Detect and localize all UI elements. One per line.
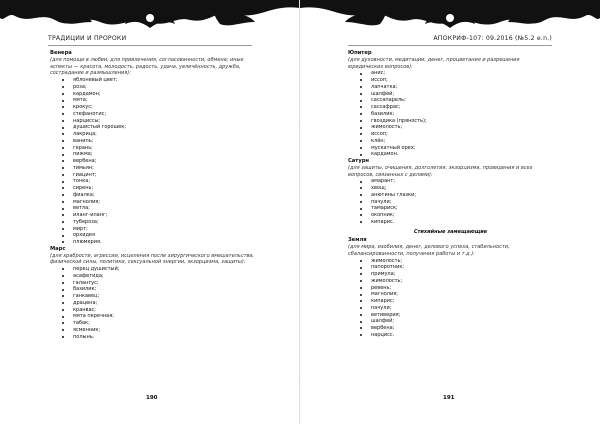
section-title: Сатурн — [348, 158, 369, 164]
ornament-header-left — [0, 0, 300, 40]
right-page — [300, 0, 600, 424]
list-item: примула; — [348, 271, 553, 278]
list-item: кипарис. — [348, 219, 553, 226]
list-item: сирень; — [50, 185, 255, 192]
list-item: табак; — [50, 320, 255, 327]
list-item: лапчатка; — [348, 84, 553, 91]
page-header — [48, 35, 252, 45]
section-title: Юпитер — [348, 50, 372, 56]
section-description: (для мира, изобилия, денег, делового успеха, стабильности, сбалансированности, получения работы и т.д.): — [348, 244, 510, 257]
list-item: ветиверия; — [348, 312, 553, 319]
bullet-list — [348, 178, 553, 225]
list-item: роза; — [50, 84, 255, 91]
list-item: мята перечная; — [50, 313, 255, 320]
list-item: яблоневый цвет; — [50, 77, 255, 84]
list-item: жимолость; — [348, 124, 553, 131]
section-description: (для храбрости, агрессии, исцеления после хирургического вмешательства, физической силы, политики, сексуальной энергии, экзорцизма, защиты): — [50, 252, 255, 266]
list-item: иссоп; — [348, 77, 553, 84]
bullet-list — [348, 70, 553, 158]
list-item: ясменник; — [50, 327, 255, 334]
list-item: вербена; — [50, 158, 255, 165]
list-item: лакрица; — [50, 131, 255, 138]
list-item: кранвас; — [50, 307, 255, 314]
section-title: Марс — [50, 245, 66, 252]
list-item: магнолия; — [50, 199, 255, 206]
list-item: ревень; — [348, 285, 553, 292]
list-item: драцена; — [50, 300, 255, 307]
list-item: пачули; — [348, 305, 553, 312]
list-item: нарциссы; — [50, 118, 255, 125]
list-item: фиалка; — [50, 192, 255, 199]
list-item: хвощ; — [348, 185, 553, 192]
list-item: кардамон; — [50, 91, 255, 98]
list-item: магнолия; — [348, 291, 553, 298]
list-item: тубероза; — [50, 219, 255, 226]
page-header — [348, 35, 552, 45]
list-item: гиацинт; — [50, 172, 255, 179]
section-description: (для духовности, медитации, денег, процветания и разрешения юридических вопросов): — [348, 56, 520, 70]
bullet-list — [50, 77, 255, 246]
list-item: базилик; — [50, 286, 255, 293]
section-description: (для помощи в любви, для привлечения, согласованности, обмена; иные аспекты — красота, молодость, радость, удача, увлечённость, дружба, сострадание и размышления): — [50, 56, 244, 77]
list-item: стефанотис; — [50, 111, 255, 118]
list-item: жимолость; — [348, 278, 553, 285]
header-rule — [348, 45, 552, 46]
list-item: кипарис; — [348, 298, 553, 305]
list-item: амарант; — [348, 178, 553, 185]
page-number: 191 — [443, 395, 455, 401]
list-item: мирт; — [50, 226, 255, 233]
list-item: шалфей; — [348, 91, 553, 98]
page-body — [50, 50, 255, 340]
ornament-header-right — [300, 0, 600, 40]
list-item: ваниль; — [50, 138, 255, 145]
list-item: мускатный орех; — [348, 145, 553, 152]
list-item: шалфей; — [348, 318, 553, 325]
list-item: пачули; — [348, 199, 553, 206]
running-title: АПОКРИФ-107: 09.2016 (№5.2 e.n.) — [433, 35, 552, 42]
list-item: полынь. — [50, 334, 255, 341]
list-item: перец душистый; — [50, 266, 255, 273]
list-item: душистый горошек; — [50, 124, 255, 131]
bullet-list — [50, 266, 255, 340]
list-item: папоротник; — [348, 264, 553, 271]
list-item: иссоп; — [348, 131, 553, 138]
list-item: плюмерия. — [50, 239, 255, 246]
list-item: окопник; — [348, 212, 553, 219]
list-item: тонка; — [50, 178, 255, 185]
list-item: базилик; — [348, 111, 553, 118]
list-item: пижма; — [50, 151, 255, 158]
bullet-list — [348, 258, 553, 339]
list-item: нарцисс. — [348, 332, 553, 339]
subheading: Стихийные замещающие — [413, 228, 488, 235]
list-item: мята; — [50, 97, 255, 104]
list-item: ганкавец; — [50, 293, 255, 300]
list-item: галантус; — [50, 280, 255, 287]
header-rule — [48, 45, 252, 46]
list-item: тамариск; — [348, 205, 553, 212]
section-title: Земля — [348, 237, 367, 244]
page-number: 190 — [146, 395, 158, 401]
list-item: тимьян; — [50, 165, 255, 172]
list-item: сассафрас; — [348, 104, 553, 111]
list-item: анис; — [348, 70, 553, 77]
list-item: орхидея — [50, 232, 255, 239]
list-item: кардамон. — [348, 151, 553, 158]
list-item: клён; — [348, 138, 553, 145]
list-item: гвоздика (пряность); — [348, 118, 553, 125]
section-description: (для защиты, очищения, долголетия, экзорцизма, провидения и всех вопросов, связанных с делами): — [348, 164, 533, 178]
list-item: герань; — [50, 145, 255, 152]
list-item: асафетида; — [50, 273, 255, 280]
list-item: иланг-иланг; — [50, 212, 255, 219]
section-title: Венера — [50, 50, 72, 56]
list-item: сассапарель; — [348, 97, 553, 104]
running-title: ТРАДИЦИИ И ПРОРОКИ — [48, 35, 127, 42]
page-body — [348, 50, 553, 339]
list-item: жимолость; — [348, 258, 553, 265]
list-item: ветла; — [50, 205, 255, 212]
list-item: анютины глазки; — [348, 192, 553, 199]
list-item: вербена; — [348, 325, 553, 332]
list-item: крокус; — [50, 104, 255, 111]
